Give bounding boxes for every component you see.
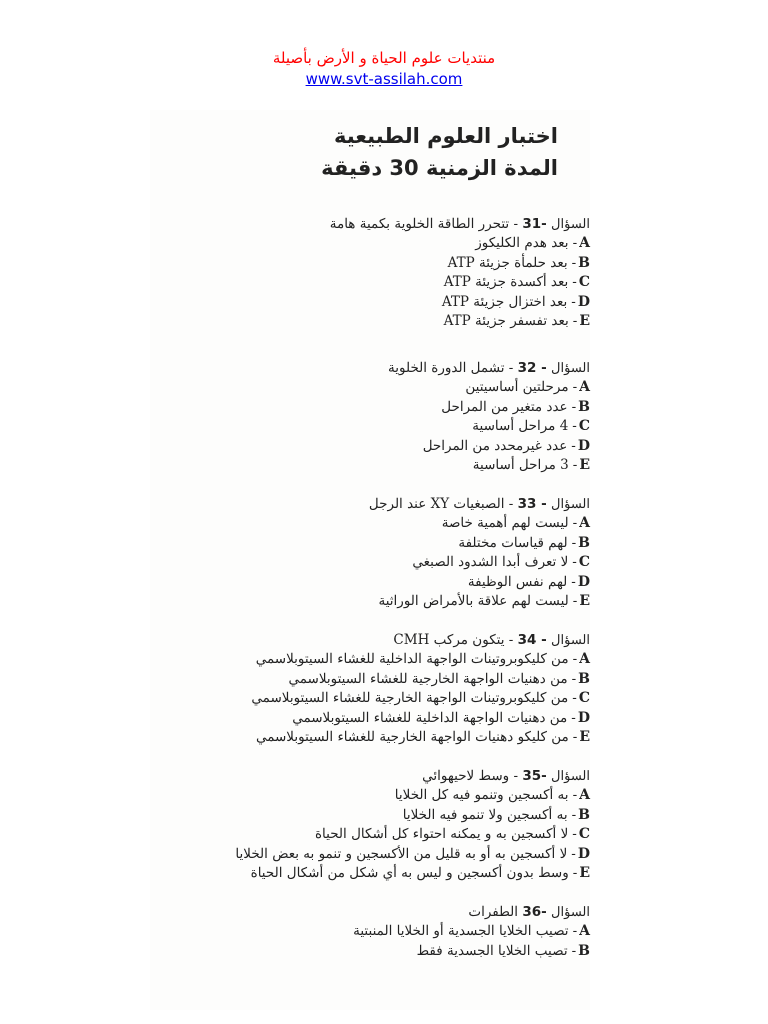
question-36 [150, 902, 590, 961]
question-header [150, 766, 590, 786]
option-e[interactable]: E-وسط بدون أكسجين و ليس به أي شكل من أشكال الحياة [250, 865, 590, 881]
option-b[interactable]: B-عدد متغير من المراحل [441, 398, 590, 415]
question-34 [150, 630, 590, 748]
exam-duration: المدة الزمنية 30 دقيقة [321, 156, 558, 180]
question-label: السؤال [551, 497, 590, 512]
question-number: -36 [522, 904, 547, 920]
option-e[interactable]: E-من كليكو دهنيات الواجهة الخارجية للغشاء السيتوبلاسمي [255, 729, 590, 745]
question-header [150, 214, 590, 234]
option-c[interactable]: C-لا تعرف أبدا الشدود الصبغي [412, 554, 590, 570]
question-stem: - تتحرر الطاقة الخلوية بكمية هامة [329, 216, 519, 232]
question-header [150, 630, 590, 650]
exam-title: اختبار العلوم الطبيعية [334, 124, 558, 148]
option-d[interactable]: D-لا أكسجين به أو به قليل من الأكسجين و تنمو به بعض الخلايا [235, 845, 590, 862]
question-number: -35 [522, 768, 547, 784]
option-c[interactable]: C-لا أكسجين به و يمكنه احتواء كل أشكال الحياة [314, 826, 590, 842]
forum-url-link[interactable]: www.svt-assilah.com [305, 70, 463, 88]
option-b[interactable]: B-لهم قياسات مختلفة [458, 534, 590, 551]
option-a[interactable]: A-مرحلتين أساسيتين [465, 379, 590, 395]
option-b[interactable]: B-تصيب الخلايا الجسدية فقط [416, 942, 590, 959]
option-d[interactable]: D-عدد غيرمحدد من المراحل [422, 437, 590, 454]
question-35 [150, 766, 590, 884]
question-32 [150, 358, 590, 476]
question-label: السؤال [551, 633, 590, 648]
option-e[interactable]: E-ليست لهم علاقة بالأمراض الوراثية [378, 593, 590, 609]
question-number: - 32 [517, 360, 547, 376]
option-b[interactable]: B-به أكسجين ولا تنمو فيه الخلايا [402, 806, 590, 823]
question-31 [150, 214, 590, 332]
option-d[interactable]: D-بعد اختزال جزيئة ATP [441, 293, 590, 310]
question-header [150, 494, 590, 514]
question-header [150, 902, 590, 922]
option-a[interactable]: A-به أكسجين وتنمو فيه كل الخلايا [394, 787, 590, 803]
option-a[interactable]: A-تصيب الخلايا الجسدية أو الخلايا المنبتية [353, 923, 590, 939]
page-header [0, 48, 768, 90]
option-c[interactable]: C-4 مراحل أساسية [472, 418, 590, 434]
option-b[interactable]: B-من دهنيات الواجهة الخارجية للغشاء السيتوبلاسمي [288, 670, 590, 687]
scanned-exam-sheet [150, 110, 590, 1010]
question-header [150, 358, 590, 378]
question-label: السؤال [551, 905, 590, 920]
question-label: السؤال [551, 361, 590, 376]
question-stem: - وسط لاحيهوائي [422, 768, 519, 784]
option-a[interactable]: A-ليست لهم أهمية خاصة [441, 515, 590, 531]
question-label: السؤال [551, 217, 590, 232]
question-label: السؤال [551, 769, 590, 784]
option-d[interactable]: D-من دهنيات الواجهة الداخلية للغشاء السيتوبلاسمي [292, 709, 590, 726]
option-d[interactable]: D-لهم نفس الوظيفة [467, 573, 590, 590]
question-number: - 34 [517, 632, 547, 648]
question-stem: - تشمل الدورة الخلوية [388, 360, 514, 376]
forum-name: منتديات علوم الحياة و الأرض بأصيلة [272, 49, 496, 67]
option-c[interactable]: C-من كليكوبروتينات الواجهة الخارجية للغشاء السيتوبلاسمي [251, 690, 590, 706]
option-c[interactable]: C-بعد أكسدة جزيئة ATP [443, 274, 590, 290]
question-stem: الطفرات [468, 904, 519, 920]
question-number: - 33 [517, 496, 547, 512]
option-e[interactable]: E-بعد تفسفر جزيئة ATP [443, 313, 590, 329]
option-a[interactable]: A-من كليكوبروتينات الواجهة الداخلية للغشاء السيتوبلاسمي [255, 651, 590, 667]
question-number: -31 [522, 216, 547, 232]
question-33 [150, 494, 590, 612]
question-stem: - يتكون مركب CMH [393, 632, 514, 648]
option-b[interactable]: B-بعد حلمأة جزيئة ATP [447, 254, 590, 271]
option-a[interactable]: A-بعد هدم الكليكوز [475, 235, 590, 251]
option-e[interactable]: E-3 مراحل أساسية [472, 457, 590, 473]
question-stem: - الصبغيات XY عند الرجل [368, 496, 514, 512]
